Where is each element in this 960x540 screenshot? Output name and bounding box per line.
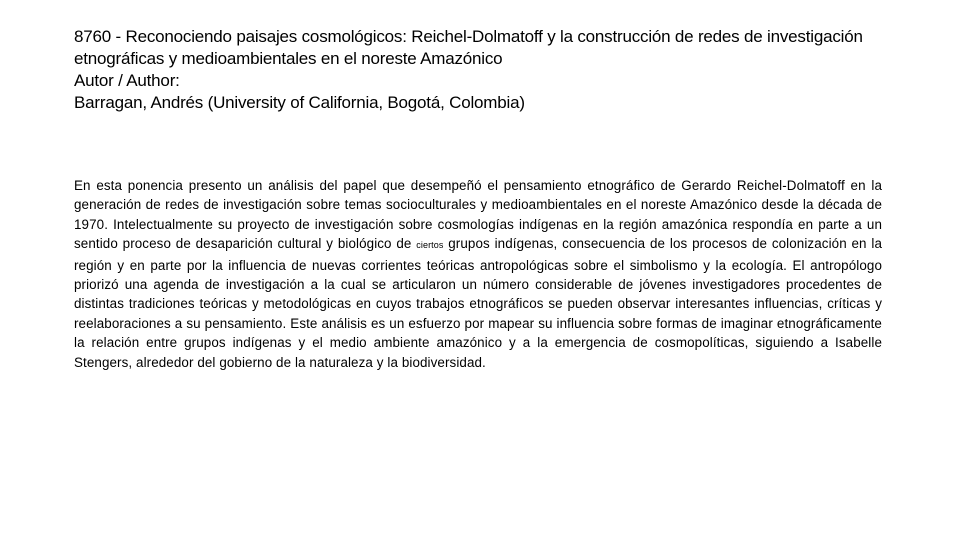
author-name: Barragan, Andrés (University of California, Bogotá, Colombia) bbox=[74, 93, 525, 112]
paper-title: 8760 - Reconociendo paisajes cosmológicos: Reichel-Dolmatoff y la construcción de redes de investigación etnográficas y medioambientales en el noreste Amazónico bbox=[74, 27, 863, 68]
abstract-small-word: ciertos bbox=[416, 240, 444, 251]
author-label: Autor / Author: bbox=[74, 71, 180, 90]
abstract-text-part-2: grupos indígenas, consecuencia de los procesos de colonización en la región y en parte por la influencia de nuevas corrientes teóricas antropológicas sobre el simbolismo y la ecología. El antropólogo priorizó una agenda de investigación a la cual se articularon un número considerable de jóvenes investigadores procedentes de distintas tradiciones teóricas y metodológicas en cuyos trabajos etnográficos se pueden observar interesantes influencias, críticas y reelaboraciones a su pensamiento. Este análisis es un esfuerzo por mapear su influencia sobre formas de imaginar etnográficamente la relación entre grupos indígenas y el medio ambiente amazónico y a la emergencia de cosmopolíticas, siguiendo a Isabelle Stengers, alrededor del gobierno de la naturaleza y la biodiversidad. bbox=[74, 236, 883, 370]
abstract-text-part-1: En esta ponencia presento un análisis del papel que desempeñó el pensamiento etnográfico de Gerardo Reichel-Dolmatoff en la generación de redes de investigación sobre temas socioculturales y medioambientales en el noreste Amazónico desde la década de 1970. Intelectualmente su proyecto de investigación sobre cosmologías indígenas en la región amazónica respondía en parte a un sentido proceso de desaparición cultural y biológico de bbox=[74, 178, 882, 252]
abstract-paragraph bbox=[74, 176, 882, 372]
slide-header bbox=[74, 26, 894, 114]
